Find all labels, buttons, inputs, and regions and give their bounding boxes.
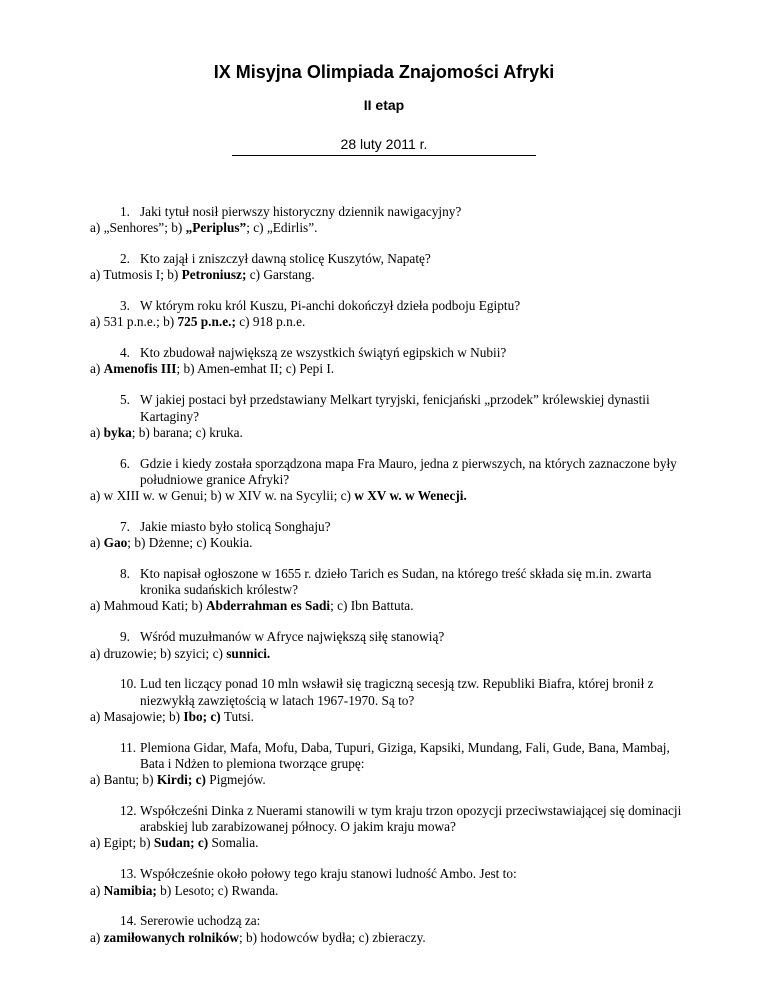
- question-text: Współcześni Dinka z Nuerami stanowili w tym kraju trzon opozycji przeciwstawiającej się dominacji arabskiej lub zarabizowanej północy. O jakim kraju mowa?: [140, 803, 682, 835]
- answer-text: c) Garstang.: [246, 267, 315, 283]
- stage-subtitle: II etap: [363, 97, 405, 113]
- question-text-row: [90, 913, 690, 929]
- answer-options: [90, 535, 690, 551]
- question-item: [90, 345, 690, 377]
- answer-text: a) „Senhores”; b): [90, 220, 186, 236]
- answer-text: ; b) Dżenne; c) Koukia.: [127, 535, 253, 551]
- question-text: Gdzie i kiedy została sporządzona mapa Fra Mauro, jedna z pierwszych, na których zaznaczone były południowe granice Afryki?: [140, 455, 677, 487]
- question-text: Kto zbudował największą ze wszystkich świątyń egipskich w Nubii?: [140, 345, 507, 361]
- answer-options: [90, 835, 690, 851]
- question-item: [90, 298, 690, 330]
- question-number: 5.: [120, 392, 130, 408]
- question-text: W którym roku król Kuszu, Pi-anchi dokończył dzieła podboju Egiptu?: [140, 298, 521, 314]
- question-text-row: [90, 456, 690, 488]
- question-item: [90, 866, 690, 898]
- answer-options: [90, 772, 690, 788]
- question-list: [90, 204, 690, 961]
- question-item: [90, 392, 690, 441]
- question-item: [90, 456, 690, 505]
- correct-answer: sunnici.: [226, 645, 271, 661]
- question-item: [90, 251, 690, 283]
- question-number: 12.: [120, 803, 137, 819]
- answer-text: ; c) Ibn Battuta.: [330, 598, 414, 614]
- answer-options: [90, 646, 690, 662]
- question-item: [90, 519, 690, 551]
- answer-options: [90, 220, 690, 236]
- answer-text: Somalia.: [208, 835, 259, 851]
- answer-text: ; b) barana; c) kruka.: [131, 424, 243, 440]
- answer-options: [90, 361, 690, 377]
- question-item: [90, 803, 690, 852]
- answer-text: a): [90, 424, 104, 440]
- question-text-row: [90, 566, 690, 598]
- question-text: Lud ten liczący ponad 10 mln wsławił się tragiczną secesją tzw. Republiki Biafra, której bronił z niezwykłą zawziętością w latach 1967-1970. Są to?: [140, 676, 654, 708]
- answer-options: [90, 930, 690, 946]
- question-number: 6.: [120, 455, 130, 471]
- correct-answer: zamiłowanych rolników: [103, 929, 239, 945]
- answer-text: ; b) Amen-emhat II; c) Pepi I.: [176, 361, 335, 377]
- correct-answer: Gao: [103, 535, 128, 551]
- question-number: 11.: [120, 739, 137, 755]
- question-number: 7.: [120, 518, 130, 534]
- correct-answer: Namibia;: [103, 882, 157, 898]
- question-number: 3.: [120, 298, 130, 314]
- correct-answer: Kirdi; c): [156, 772, 206, 788]
- correct-answer: Amenofis III: [103, 361, 177, 377]
- question-number: 9.: [120, 629, 130, 645]
- answer-text: a) 531 p.n.e.; b): [90, 314, 178, 330]
- question-text: Kto napisał ogłoszone w 1655 r. dzieło Tarich es Sudan, na którego treść składa się m.in. zwarta kronika sudańskich królestw?: [140, 566, 652, 598]
- question-number: 13.: [120, 866, 137, 882]
- answer-text: a) w XIII w. w Genui; b) w XIV w. na Sycylii; c): [90, 488, 355, 504]
- question-number: 1.: [120, 204, 130, 219]
- answer-options: [90, 425, 690, 441]
- question-text: Jakie miasto było stolicą Songhaju?: [140, 518, 331, 534]
- question-item: [90, 913, 690, 945]
- answer-text: ; c) „Edirlis”.: [246, 220, 318, 236]
- question-number: 4.: [120, 345, 130, 361]
- question-text: Sererowie uchodzą za:: [140, 913, 261, 929]
- answer-text: a): [90, 929, 104, 945]
- question-text-row: [90, 519, 690, 535]
- answer-text: a) druzowie; b) szyici; c): [90, 645, 227, 661]
- question-item: [90, 204, 690, 236]
- correct-answer: „Periplus”: [185, 220, 247, 236]
- question-number: 14.: [120, 913, 137, 929]
- answer-options: [90, 598, 690, 614]
- question-item: [90, 566, 690, 615]
- question-number: 8.: [120, 566, 130, 582]
- answer-text: c) 918 p.n.e.: [235, 314, 306, 330]
- answer-options: [90, 709, 690, 725]
- question-text-row: [90, 629, 690, 645]
- answer-text: a) Egipt; b): [90, 835, 154, 851]
- question-item: [90, 740, 690, 789]
- answer-text: a): [90, 535, 104, 551]
- answer-options: [90, 488, 690, 504]
- correct-answer: Petroniusz;: [181, 267, 247, 283]
- correct-answer: Ibo; c): [183, 708, 221, 724]
- question-number: 10.: [120, 676, 137, 692]
- question-text: Współcześnie około połowy tego kraju stanowi ludność Ambo. Jest to:: [140, 866, 517, 882]
- correct-answer: 725 p.n.e.;: [177, 314, 236, 330]
- page-title: IX Misyjna Olimpiada Znajomości Afryki: [213, 62, 555, 82]
- question-text: Wśród muzułmanów w Afryce największą siłę stanowią?: [140, 629, 445, 645]
- answer-text: a) Masajowie; b): [90, 708, 184, 724]
- question-text-row: [90, 298, 690, 314]
- question-text: Jaki tytuł nosił pierwszy historyczny dziennik nawigacyjny?: [140, 204, 462, 219]
- header-divider: [232, 155, 536, 156]
- question-text: Kto zajął i zniszczył dawną stolicę Kuszytów, Napatę?: [140, 251, 431, 267]
- answer-options: [90, 267, 690, 283]
- answer-options: [90, 883, 690, 899]
- answer-text: a): [90, 882, 104, 898]
- question-text-row: [90, 803, 690, 835]
- question-text: Plemiona Gidar, Mafa, Mofu, Daba, Tupuri, Giziga, Kapsiki, Mundang, Fali, Gude, Bana, Mambaj, Bata i Ndżen to plemiona tworzące grupę:: [140, 739, 670, 771]
- answer-text: Tutsi.: [220, 708, 255, 724]
- correct-answer: byka: [103, 424, 132, 440]
- answer-text: a) Bantu; b): [90, 772, 157, 788]
- answer-text: a) Tutmosis I; b): [90, 267, 182, 283]
- question-text-row: [90, 676, 690, 708]
- answer-text: ; b) hodowców bydła; c) zbieraczy.: [238, 929, 426, 945]
- date-line: 28 luty 2011 r.: [340, 136, 428, 152]
- answer-text: Pigmejów.: [205, 772, 266, 788]
- question-item: [90, 629, 690, 661]
- question-text-row: [90, 392, 690, 424]
- answer-options: [90, 314, 690, 330]
- correct-answer: Abderrahman es Sadi: [205, 598, 331, 614]
- question-text-row: [90, 204, 690, 220]
- correct-answer: Sudan; c): [153, 835, 209, 851]
- answer-text: b) Lesoto; c) Rwanda.: [156, 882, 279, 898]
- correct-answer: w XV w. w Wenecji.: [354, 488, 467, 504]
- answer-text: a): [90, 361, 104, 377]
- question-text-row: [90, 251, 690, 267]
- question-text-row: [90, 740, 690, 772]
- answer-text: a) Mahmoud Kati; b): [90, 598, 206, 614]
- question-text-row: [90, 345, 690, 361]
- question-text-row: [90, 866, 690, 882]
- question-item: [90, 676, 690, 725]
- question-number: 2.: [120, 251, 130, 267]
- question-text: W jakiej postaci był przedstawiany Melkart tyryjski, fenicjański „przodek” królewskiej dynastii Kartaginy?: [140, 392, 650, 424]
